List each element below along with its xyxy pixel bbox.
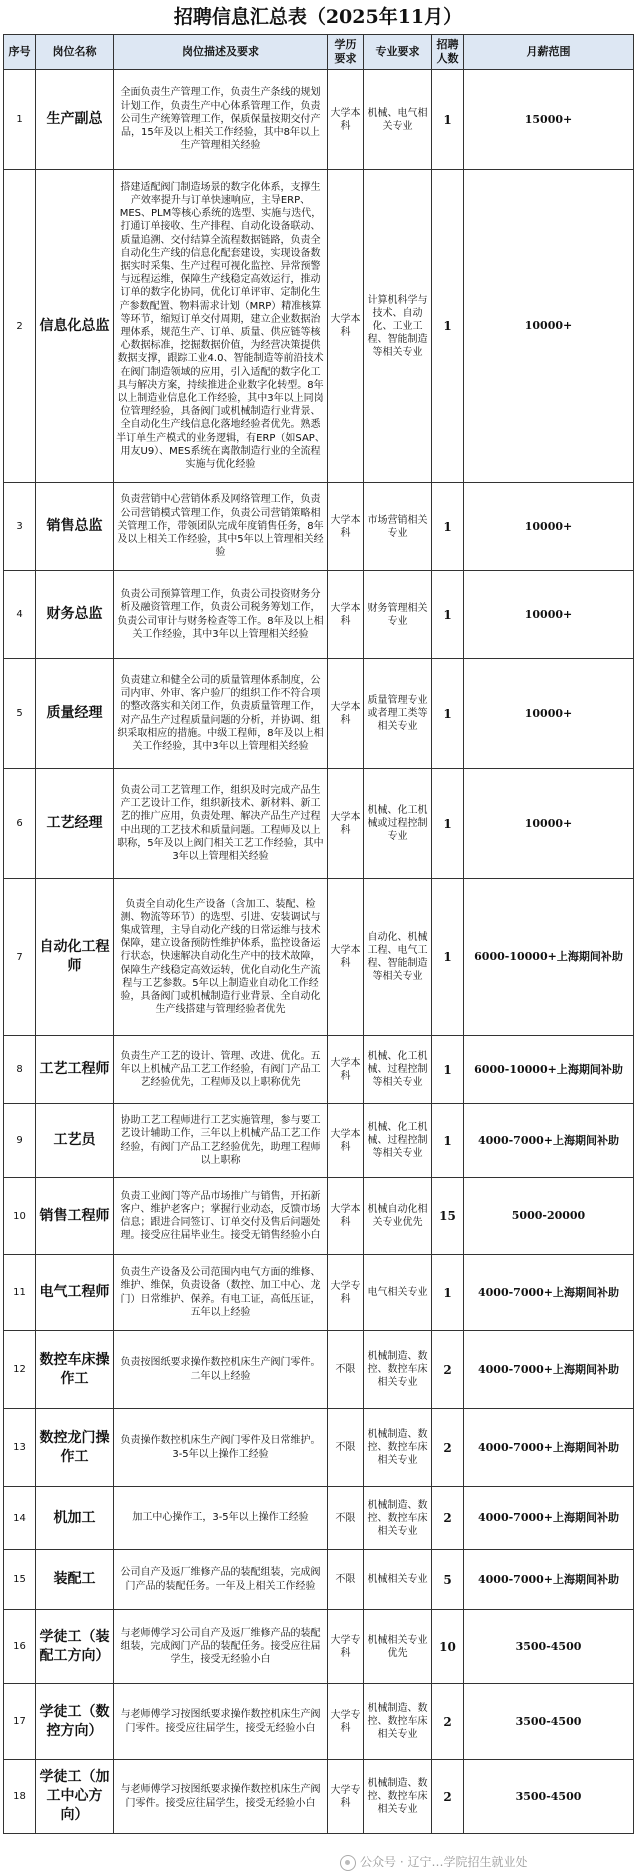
hiring-count: 2: [432, 1487, 464, 1550]
row-no: 2: [4, 170, 36, 483]
salary-range: 3500-4500: [464, 1610, 634, 1684]
table-row: [4, 1760, 634, 1834]
salary-range: 4000-7000+上海期间补助: [464, 1487, 634, 1550]
hiring-count: 1: [432, 170, 464, 483]
position-description: 公司自产及返厂维修产品的装配组装，完成阀门产品的装配任务。一年及上相关工作经验: [114, 1550, 328, 1610]
row-no: 4: [4, 571, 36, 659]
position-name: 工艺工程师: [36, 1036, 114, 1104]
education-requirement: 大学本科: [328, 1104, 364, 1178]
table-row: [4, 1255, 634, 1331]
hiring-count: 1: [432, 659, 464, 769]
major-requirement: 机械自动化相关专业优先: [364, 1178, 432, 1255]
header-salary: 月薪范围: [464, 35, 634, 70]
position-name: 信息化总监: [36, 170, 114, 483]
education-requirement: 大学本科: [328, 1178, 364, 1255]
major-requirement: 电气相关专业: [364, 1255, 432, 1331]
position-description: 负责生产工艺的设计、管理、改进、优化。五年以上机械产品工艺工作经验，有阀门产品工艺经验优先，工程师及以上职称优先: [114, 1036, 328, 1104]
major-requirement: 机械制造、数控、数控车床相关专业: [364, 1760, 432, 1834]
education-requirement: 大学专科: [328, 1610, 364, 1684]
position-name: 数控车床操作工: [36, 1331, 114, 1409]
table-row: [4, 1487, 634, 1550]
salary-range: 10000+: [464, 483, 634, 571]
position-description: 与老师傅学习按图纸要求操作数控机床生产阀门零件。接受应往届学生，接受无经验小白: [114, 1684, 328, 1760]
table-row: [4, 483, 634, 571]
salary-range: 6000-10000+上海期间补助: [464, 879, 634, 1036]
major-requirement: 机械、化工机械、过程控制等相关专业: [364, 1036, 432, 1104]
table-row: [4, 571, 634, 659]
major-requirement: 机械、电气相关专业: [364, 70, 432, 170]
salary-range: 3500-4500: [464, 1684, 634, 1760]
education-requirement: 大学本科: [328, 571, 364, 659]
position-description: 负责操作数控机床生产阀门零件及日常维护。3-5年以上操作工经验: [114, 1409, 328, 1487]
row-no: 13: [4, 1409, 36, 1487]
salary-range: 15000+: [464, 70, 634, 170]
education-requirement: 不限: [328, 1550, 364, 1610]
major-requirement: 机械制造、数控、数控车床相关专业: [364, 1331, 432, 1409]
hiring-count: 1: [432, 571, 464, 659]
hiring-count: 2: [432, 1684, 464, 1760]
position-description: 协助工艺工程师进行工艺实施管理，参与要工艺设计辅助工作，三年以上机械产品工艺工作经验，有阀门产品工艺经验优先，助理工程师以上职称: [114, 1104, 328, 1178]
position-description: 负责按图纸要求操作数控机床生产阀门零件。二年以上经验: [114, 1331, 328, 1409]
major-requirement: 机械制造、数控、数控车床相关专业: [364, 1409, 432, 1487]
row-no: 3: [4, 483, 36, 571]
position-name: 质量经理: [36, 659, 114, 769]
hiring-count: 2: [432, 1409, 464, 1487]
row-no: 14: [4, 1487, 36, 1550]
table-row: [4, 659, 634, 769]
position-name: 机加工: [36, 1487, 114, 1550]
salary-range: 3500-4500: [464, 1760, 634, 1834]
education-requirement: 不限: [328, 1331, 364, 1409]
education-requirement: 大学本科: [328, 879, 364, 1036]
page-title: 招聘信息汇总表（2025年11月）: [173, 6, 463, 28]
table-row: [4, 1684, 634, 1760]
education-requirement: 大学本科: [328, 483, 364, 571]
hiring-count: 1: [432, 70, 464, 170]
row-no: 15: [4, 1550, 36, 1610]
row-no: 5: [4, 659, 36, 769]
hiring-count: 10: [432, 1610, 464, 1684]
position-name: 销售总监: [36, 483, 114, 571]
major-requirement: 机械制造、数控、数控车床相关专业: [364, 1487, 432, 1550]
header-no: 序号: [4, 35, 36, 70]
major-requirement: 市场营销相关专业: [364, 483, 432, 571]
hiring-count: 5: [432, 1550, 464, 1610]
row-no: 8: [4, 1036, 36, 1104]
position-description: 加工中心操作工，3-5年以上操作工经验: [114, 1487, 328, 1550]
row-no: 17: [4, 1684, 36, 1760]
position-name: 财务总监: [36, 571, 114, 659]
watermark: [340, 1852, 632, 1872]
recruitment-table: [3, 34, 634, 1834]
education-requirement: 大学本科: [328, 70, 364, 170]
salary-range: 10000+: [464, 571, 634, 659]
salary-range: 4000-7000+上海期间补助: [464, 1104, 634, 1178]
position-name: 生产副总: [36, 70, 114, 170]
salary-range: 10000+: [464, 170, 634, 483]
row-no: 1: [4, 70, 36, 170]
salary-range: 4000-7000+上海期间补助: [464, 1255, 634, 1331]
position-name: 自动化工程师: [36, 879, 114, 1036]
major-requirement: 自动化、机械工程、电气工程、智能制造等相关专业: [364, 879, 432, 1036]
education-requirement: 不限: [328, 1409, 364, 1487]
table-row: [4, 1178, 634, 1255]
major-requirement: 机械、化工机械、过程控制等相关专业: [364, 1104, 432, 1178]
position-name: 工艺经理: [36, 769, 114, 879]
major-requirement: 机械相关专业优先: [364, 1610, 432, 1684]
position-description: 负责公司工艺管理工作，组织及时完成产品生产工艺设计工作，组织新技术、新材料、新工艺的推广应用，负责处理、解决产品生产过程中出现的工艺技术和质量问题。工程师及以上职称，5年及以上阀门相关工艺工作经验，其中3年以上管理相关经验: [114, 769, 328, 879]
position-description: 负责工业阀门等产品市场推广与销售，开拓新客户、维护老客户；掌握行业动态，反馈市场信息；跟进合同签订、订单交付及售后问题处理。接受应往届毕业生。接受无销售经验小白: [114, 1178, 328, 1255]
position-name: 数控龙门操作工: [36, 1409, 114, 1487]
table-row: [4, 1036, 634, 1104]
education-requirement: 大学专科: [328, 1684, 364, 1760]
position-description: 与老师傅学习按图纸要求操作数控机床生产阀门零件。接受应往届学生，接受无经验小白: [114, 1760, 328, 1834]
header-education: 学历要求: [328, 35, 364, 70]
position-name: 学徒工（装配工方向）: [36, 1610, 114, 1684]
table-row: [4, 769, 634, 879]
row-no: 12: [4, 1331, 36, 1409]
table-row: [4, 1331, 634, 1409]
education-requirement: 大学专科: [328, 1255, 364, 1331]
major-requirement: 机械制造、数控、数控车床相关专业: [364, 1684, 432, 1760]
salary-range: 4000-7000+上海期间补助: [464, 1550, 634, 1610]
education-requirement: 大学本科: [328, 659, 364, 769]
watermark-text: 公众号 · 辽宁…学院招生就业处: [360, 1855, 528, 1869]
row-no: 18: [4, 1760, 36, 1834]
header-description: 岗位描述及要求: [114, 35, 328, 70]
position-description: 负责建立和健全公司的质量管理体系制度，公司内审、外审、客户验厂的组织工作不符合项的整改落实和关闭工作，负责质量管理工作，对产品生产过程质量问题的分析，并协调、组织采取相应的措施。中级工程师，8年及以上相关工作经验，其中3年以上管理相关经验: [114, 659, 328, 769]
table-row: [4, 1409, 634, 1487]
header-position: 岗位名称: [36, 35, 114, 70]
row-no: 7: [4, 879, 36, 1036]
header-major: 专业要求: [364, 35, 432, 70]
salary-range: 4000-7000+上海期间补助: [464, 1409, 634, 1487]
major-requirement: 计算机科学与技术、自动化、工业工程、智能制造等相关专业: [364, 170, 432, 483]
hiring-count: 1: [432, 1255, 464, 1331]
position-description: 全面负责生产管理工作，负责生产条线的规划计划工作，负责生产中心体系管理工作，负责公司生产统筹管理工作，保质保量按期交付产品，15年及以上相关工作经验，其中8年以上生产管理相关经验: [114, 70, 328, 170]
position-name: 装配工: [36, 1550, 114, 1610]
salary-range: 5000-20000: [464, 1178, 634, 1255]
position-name: 学徒工（数控方向）: [36, 1684, 114, 1760]
position-name: 工艺员: [36, 1104, 114, 1178]
education-requirement: 大学本科: [328, 1036, 364, 1104]
education-requirement: 不限: [328, 1487, 364, 1550]
position-description: 负责全自动化生产设备（含加工、装配、检测、物流等环节）的选型、引进、安装调试与集成管理，主导自动化产线的日常运维与技术保障，建立设备预防性维护体系，监控设备运行状态，快速解决自动化生产中的技术故障，保障生产线稳定高效运转，优化自动化生产流程与工艺参数。5年以上制造业自动化工作经验，具备阀门或机械制造行业背景、全自动化生产线搭建与管理经验者优先: [114, 879, 328, 1036]
row-no: 16: [4, 1610, 36, 1684]
table-row: [4, 1610, 634, 1684]
salary-range: 6000-10000+上海期间补助: [464, 1036, 634, 1104]
salary-range: 4000-7000+上海期间补助: [464, 1331, 634, 1409]
position-description: 负责公司预算管理工作，负责公司投资财务分析及融资管理工作，负责公司税务筹划工作，负责公司审计与财务检查等工作。8年及以上相关工作经验，其中3年以上管理相关经验: [114, 571, 328, 659]
position-name: 学徒工（加工中心方向）: [36, 1760, 114, 1834]
table-row: [4, 879, 634, 1036]
position-description: 负责营销中心营销体系及网络管理工作，负责公司营销模式管理工作，负责公司营销策略相关管理工作，带领团队完成年度销售任务，8年及以上相关工作经验，其中5年以上管理相关经验: [114, 483, 328, 571]
major-requirement: 质量管理专业或者理工类等相关专业: [364, 659, 432, 769]
row-no: 6: [4, 769, 36, 879]
education-requirement: 大学本科: [328, 170, 364, 483]
header-count: 招聘人数: [432, 35, 464, 70]
hiring-count: 1: [432, 1104, 464, 1178]
salary-range: 10000+: [464, 769, 634, 879]
position-description: 负责生产设备及公司范围内电气方面的维修、维护、维保，负责设备（数控、加工中心、龙门）日常维护、保养。有电工证，高低压证，五年以上经验: [114, 1255, 328, 1331]
hiring-count: 1: [432, 769, 464, 879]
major-requirement: 财务管理相关专业: [364, 571, 432, 659]
education-requirement: 大学本科: [328, 769, 364, 879]
hiring-count: 2: [432, 1331, 464, 1409]
education-requirement: 大学专科: [328, 1760, 364, 1834]
hiring-count: 15: [432, 1178, 464, 1255]
row-no: 11: [4, 1255, 36, 1331]
position-name: 电气工程师: [36, 1255, 114, 1331]
wechat-account-icon: [340, 1855, 356, 1871]
salary-range: 10000+: [464, 659, 634, 769]
table-row: [4, 170, 634, 483]
major-requirement: 机械、化工机械或过程控制专业: [364, 769, 432, 879]
row-no: 9: [4, 1104, 36, 1178]
position-description: 与老师傅学习公司自产及返厂维修产品的装配组装，完成阀门产品的装配任务。接受应往届学生，接受无经验小白: [114, 1610, 328, 1684]
row-no: 10: [4, 1178, 36, 1255]
table-row: [4, 1104, 634, 1178]
hiring-count: 2: [432, 1760, 464, 1834]
position-name: 销售工程师: [36, 1178, 114, 1255]
hiring-count: 1: [432, 879, 464, 1036]
table-header-row: [4, 35, 634, 70]
major-requirement: 机械相关专业: [364, 1550, 432, 1610]
position-description: 搭建适配阀门制造场景的数字化体系，支撑生产效率提升与订单快速响应，主导ERP、MES、PLM等核心系统的选型、实施与迭代，打通订单接收、生产排程、自动化设备联动、质量追溯、交付结算全流程数据链路，负责全自动化生产线的信息化配套建设，实现设备数据实时采集、生产过程可视化监控、异常预警与远程运维，保障生产线稳定高效运行，推动订单的数字化协同，优化订单评审、定制化生产参数配置、物料需求计划（MRP）精准核算等环节，缩短订单交付周期，建立企业数据治理体系，规范生产、订单、质量、供应链等核心数据标准，挖掘数据价值，为经营决策提供数据支撑，跟踪工业4.0、智能制造等前沿技术在阀门制造领域的应用，引入适配的数字化工具与解决方案，持续推进企业数字化转型。8年以上制造业信息化工作经验，其中3年以上同岗位管理经验，具备阀门或机械制造行业背景、全自动化生产线信息化落地经验者优先。熟悉半订单生产模式的业务逻辑，有ERP（如SAP、用友U9）、MES系统在离散制造行业的全流程实施与优化经验: [114, 170, 328, 483]
table-row: [4, 70, 634, 170]
hiring-count: 1: [432, 483, 464, 571]
hiring-count: 1: [432, 1036, 464, 1104]
table-row: [4, 1550, 634, 1610]
